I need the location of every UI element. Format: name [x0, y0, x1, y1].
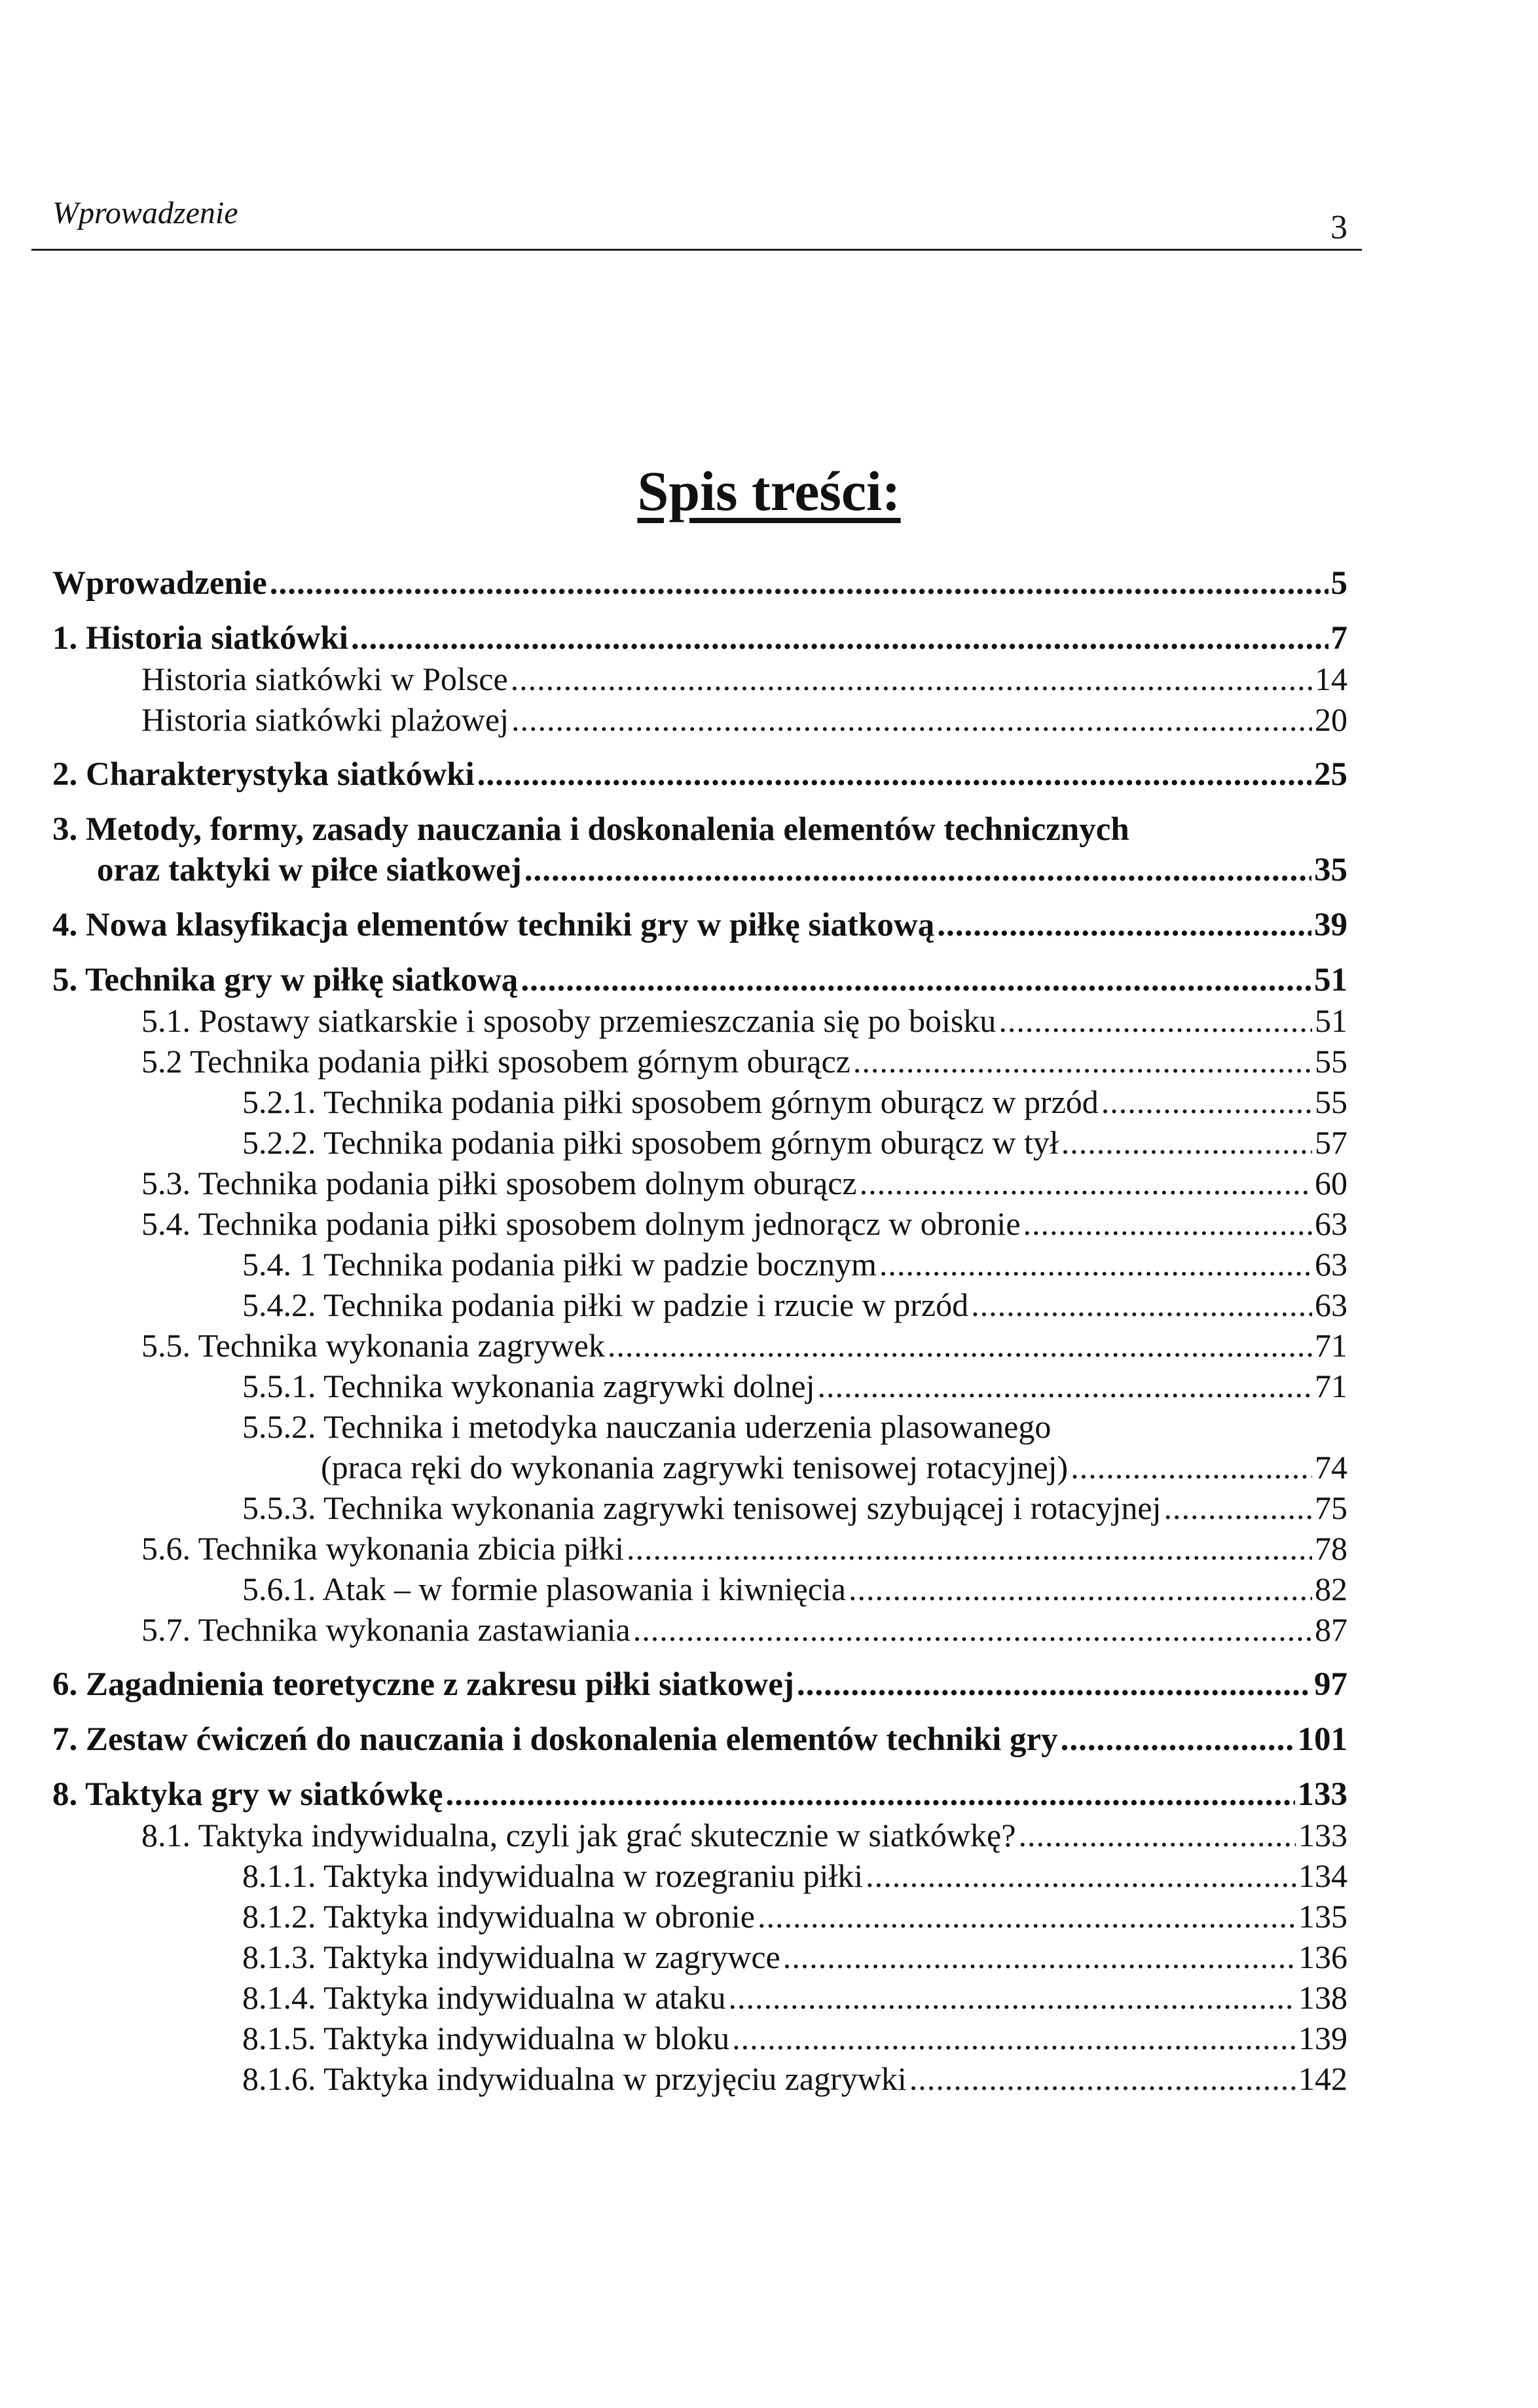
- running-header-page-number: 3: [1330, 209, 1347, 246]
- toc-entry-section[interactable]: [52, 1203, 1347, 1244]
- toc-entry-subsection[interactable]: [52, 1366, 1347, 1406]
- toc-entry-page: 78: [1315, 1530, 1347, 1567]
- toc-leader-dots: [866, 1855, 1296, 1896]
- toc-leader-dots: [627, 1528, 1312, 1569]
- toc-leader-dots: [797, 1664, 1311, 1705]
- toc-leader-dots: [511, 659, 1312, 699]
- toc-leader-dots: [446, 1774, 1295, 1815]
- toc-entry-text: 5.4.2. Technika podania piłki w padzie i rzucie w przód: [242, 1286, 969, 1323]
- toc-entry-subsection[interactable]: [52, 1937, 1347, 1977]
- toc-entry-text: 5.2.2. Technika podania piłki sposobem górnym oburącz w tył: [242, 1124, 1059, 1161]
- toc-leader-dots: [758, 1896, 1296, 1937]
- toc-entry-page: 51: [1314, 962, 1347, 998]
- toc-entry-page: 7: [1330, 620, 1347, 657]
- toc-leader-dots: [998, 1000, 1312, 1041]
- toc-leader-dots: [524, 850, 1311, 890]
- toc-entry-text: 8.1.4. Taktyka indywidualna w ataku: [242, 1979, 726, 2016]
- toc-entry-text: 8. Taktyka gry w siatkówkę: [52, 1776, 443, 1813]
- toc-entry-text: 5.7. Technika wykonania zastawiania: [141, 1611, 631, 1648]
- toc-title: Spis treści:: [637, 460, 901, 522]
- toc-leader-dots: [879, 1244, 1312, 1285]
- toc-entry-subsection[interactable]: [52, 2058, 1347, 2099]
- toc-entry-text: 5.1. Postawy siatkarskie i sposoby przemieszczania się po boisku: [141, 1002, 997, 1039]
- toc-entry-page: 60: [1315, 1165, 1347, 1201]
- toc-entry-section[interactable]: [52, 1163, 1347, 1203]
- toc-entry-section[interactable]: [52, 1528, 1347, 1569]
- toc-leader-dots: [351, 618, 1328, 659]
- toc-leader-dots: [1018, 1815, 1296, 1855]
- toc-entry-text: 5.4. Technika podania piłki sposobem dolnym jednorącz w obronie: [141, 1205, 1021, 1242]
- toc-leader-dots: [608, 1325, 1312, 1366]
- toc-entry-page: 133: [1298, 1817, 1347, 1853]
- toc-entry-text: 5. Technika gry w piłkę siatkową: [52, 962, 519, 998]
- toc-leader-dots: [783, 1937, 1296, 1977]
- toc-entry-subsection[interactable]: [52, 1122, 1347, 1163]
- toc-entry-section[interactable]: [52, 1815, 1347, 1855]
- toc-entry-page: 142: [1298, 2060, 1347, 2097]
- toc-entry-page: 57: [1315, 1124, 1347, 1161]
- toc-entry-subsection[interactable]: [52, 1855, 1347, 1896]
- toc-entry-page: 39: [1314, 907, 1347, 943]
- toc-leader-dots: [521, 960, 1311, 1000]
- toc-entry-text: Wprowadzenie: [52, 565, 267, 602]
- toc-entry-page: 74: [1315, 1449, 1347, 1486]
- toc-entry-text: 5.4. 1 Technika podania piłki w padzie bocznym: [242, 1246, 877, 1283]
- toc-entry-text: (praca ręki do wykonania zagrywki tenisowej rotacyjnej): [321, 1449, 1069, 1486]
- toc-leader-dots: [937, 905, 1311, 945]
- toc-entry-page: 134: [1298, 1857, 1347, 1894]
- toc-entry-subsection[interactable]: [52, 1285, 1347, 1325]
- toc-entry-wprowadzenie[interactable]: [52, 563, 1347, 604]
- toc-entry-section[interactable]: [52, 1041, 1347, 1082]
- toc-entry-subsection[interactable]: [52, 1487, 1347, 1528]
- toc-entry-section[interactable]: [52, 1609, 1347, 1650]
- toc-entry-text: 4. Nowa klasyfikacja elementów techniki gry w piłkę siatkową: [52, 907, 935, 943]
- toc-entry-text: 8.1.2. Taktyka indywidualna w obronie: [242, 1898, 755, 1935]
- toc-leader-dots: [909, 2058, 1296, 2099]
- toc-entry-text: 5.5.1. Technika wykonania zagrywki dolnej: [242, 1368, 815, 1404]
- toc-entry-text: 5.6. Technika wykonania zbicia piłki: [141, 1530, 625, 1567]
- toc-entry-chapter-5[interactable]: [52, 960, 1347, 1000]
- toc-leader-dots: [818, 1366, 1312, 1406]
- toc-entry-page: 135: [1298, 1898, 1347, 1935]
- toc-leader-dots: [1023, 1203, 1312, 1244]
- toc-entry-subsection[interactable]: [52, 2018, 1347, 2058]
- toc-entry-chapter-3-line1[interactable]: 3. Metody, formy, zasady nauczania i doskonalenia elementów technicznych: [52, 811, 1129, 848]
- toc-entry-page: 63: [1315, 1246, 1347, 1283]
- toc-entry-text: 5.5.3. Technika wykonania zagrywki tenisowej szybującej i rotacyjnej: [242, 1489, 1162, 1526]
- toc-entry-text: oraz taktyki w piłce siatkowej: [97, 852, 522, 888]
- toc-leader-dots: [270, 563, 1328, 604]
- toc-entry-text: 5.2 Technika podania piłki sposobem górnym oburącz: [141, 1043, 851, 1080]
- toc-entry-chapter-6[interactable]: [52, 1664, 1347, 1705]
- toc-entry-page: 71: [1315, 1327, 1347, 1364]
- toc-entry-page: 87: [1315, 1611, 1347, 1648]
- toc-entry-page: 82: [1315, 1571, 1347, 1607]
- toc-entry-chapter-8[interactable]: [52, 1774, 1347, 1815]
- toc-entry-text: 8.1.5. Taktyka indywidualna w bloku: [242, 2020, 730, 2056]
- toc-entry-text: 8.1. Taktyka indywidualna, czyli jak grać skutecznie w siatkówkę?: [141, 1817, 1016, 1853]
- toc-entry-page: 133: [1297, 1776, 1347, 1813]
- toc-entry-text: 5.5. Technika wykonania zagrywek: [141, 1327, 605, 1364]
- toc-entry-page: 138: [1298, 1979, 1347, 2016]
- toc-entry-page: 35: [1314, 852, 1347, 888]
- toc-leader-dots: [1061, 1122, 1312, 1163]
- toc-entry-subsection-line1[interactable]: 5.5.2. Technika i metodyka nauczania uderzenia plasowanego: [242, 1408, 1052, 1445]
- toc-entry-page: 63: [1315, 1286, 1347, 1323]
- toc-leader-dots: [1061, 1719, 1295, 1760]
- toc-entry-page: 97: [1314, 1666, 1347, 1703]
- toc-entry-text: Historia siatkówki plażowej: [141, 701, 509, 738]
- toc-entry-page: 136: [1298, 1939, 1347, 1975]
- toc-entry-subsection[interactable]: [52, 1447, 1347, 1487]
- toc-entry-text: 5.6.1. Atak – w formie plasowania i kiwnięcia: [242, 1571, 846, 1607]
- toc-entry-text: 6. Zagadnienia teoretyczne z zakresu piłki siatkowej: [52, 1666, 794, 1703]
- toc-entry-text: 8.1.6. Taktyka indywidualna w przyjęciu zagrywki: [242, 2060, 907, 2097]
- toc-entry-chapter-7[interactable]: [52, 1719, 1347, 1760]
- toc-entry-text: 8.1.1. Taktyka indywidualna w rozegraniu piłki: [242, 1857, 864, 1894]
- toc-entry-subsection[interactable]: [52, 1082, 1347, 1122]
- toc-entry-page: 55: [1315, 1084, 1347, 1120]
- toc-entry-text: 7. Zestaw ćwiczeń do nauczania i doskonalenia elementów techniki gry: [52, 1721, 1058, 1758]
- table-of-contents: [52, 563, 1347, 2099]
- toc-entry-section[interactable]: [52, 699, 1347, 740]
- toc-entry-text: 8.1.3. Taktyka indywidualna w zagrywce: [242, 1939, 780, 1975]
- toc-entry-subsection[interactable]: [52, 1896, 1347, 1937]
- running-header: [31, 190, 1362, 251]
- toc-entry-page: 139: [1298, 2020, 1347, 2056]
- toc-entry-page: 71: [1315, 1368, 1347, 1404]
- toc-entry-subsection[interactable]: [52, 1569, 1347, 1609]
- toc-entry-section[interactable]: [52, 659, 1347, 699]
- toc-leader-dots: [1101, 1082, 1312, 1122]
- toc-leader-dots: [971, 1285, 1312, 1325]
- toc-entry-text: 5.3. Technika podania piłki sposobem dolnym oburącz: [141, 1165, 857, 1201]
- toc-entry-text: Historia siatkówki w Polsce: [141, 661, 508, 697]
- toc-entry-text: 1. Historia siatkówki: [52, 620, 348, 657]
- toc-entry-subsection[interactable]: [52, 1244, 1347, 1285]
- toc-entry-page: 55: [1315, 1043, 1347, 1080]
- toc-leader-dots: [633, 1609, 1312, 1650]
- toc-entry-page: 51: [1315, 1002, 1347, 1039]
- toc-entry-section[interactable]: [52, 1325, 1347, 1366]
- toc-leader-dots: [511, 699, 1312, 740]
- toc-entry-chapter-4[interactable]: [52, 905, 1347, 945]
- toc-leader-dots: [477, 754, 1311, 795]
- toc-entry-chapter-2[interactable]: [52, 754, 1347, 795]
- toc-leader-dots: [849, 1569, 1312, 1609]
- toc-leader-dots: [860, 1163, 1312, 1203]
- toc-entry-page: 20: [1315, 701, 1347, 738]
- toc-entry-section[interactable]: [52, 1000, 1347, 1041]
- toc-leader-dots: [1071, 1447, 1312, 1487]
- running-header-title: Wprowadzenie: [52, 196, 238, 230]
- toc-entry-text: 5.2.1. Technika podania piłki sposobem górnym oburącz w przód: [242, 1084, 1099, 1120]
- toc-entry-page: 75: [1315, 1489, 1347, 1526]
- toc-leader-dots: [853, 1041, 1312, 1082]
- toc-entry-page: 25: [1314, 756, 1347, 793]
- toc-entry-chapter-3[interactable]: [52, 850, 1347, 890]
- toc-leader-dots: [732, 2018, 1296, 2058]
- toc-leader-dots: [1163, 1487, 1312, 1528]
- toc-entry-page: 14: [1315, 661, 1347, 697]
- toc-entry-page: 101: [1297, 1721, 1347, 1758]
- toc-entry-page: 63: [1315, 1205, 1347, 1242]
- toc-entry-text: 2. Charakterystyka siatkówki: [52, 756, 475, 793]
- toc-entry-chapter-1[interactable]: [52, 618, 1347, 659]
- toc-leader-dots: [728, 1977, 1296, 2018]
- toc-entry-page: 5: [1330, 565, 1347, 602]
- toc-entry-subsection[interactable]: [52, 1977, 1347, 2018]
